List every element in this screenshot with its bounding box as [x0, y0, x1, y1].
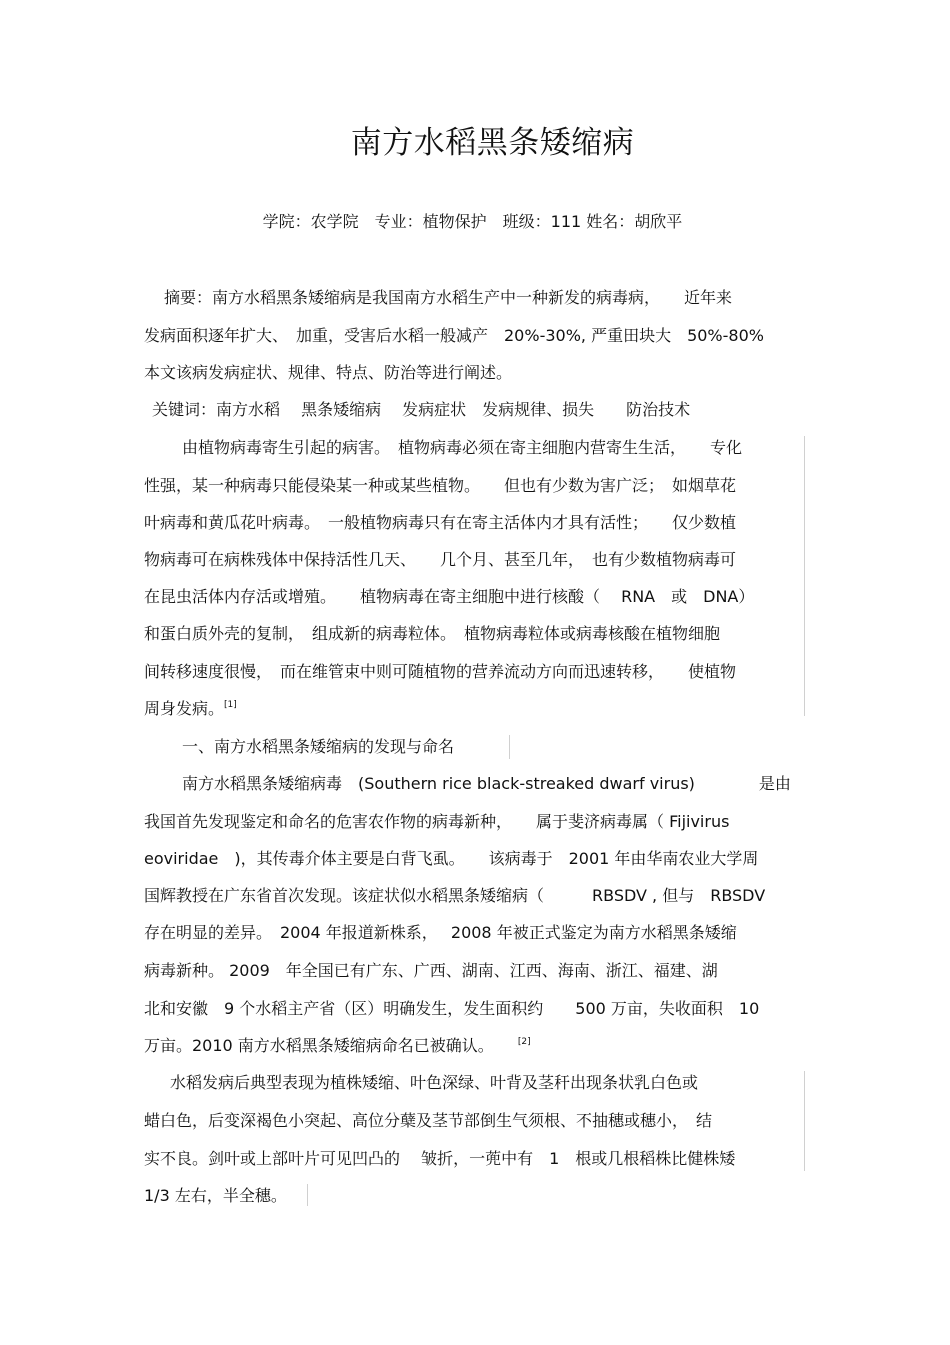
scan-rule — [307, 1184, 308, 1206]
intro-line: 间转移速度很慢， 而在维管束中则可随植物的营养流动方向而迅速转移， 使植物 — [144, 662, 737, 681]
section-heading: 一、南方水稻黑条矮缩病的发现与命名 — [182, 737, 455, 756]
intro-line-last — [144, 697, 237, 721]
section1-line: 北和安徽 9 个水稻主产省（区）明确发生，发生面积约 500 万亩，失收面积 10 — [144, 999, 760, 1018]
intro-line: 物病毒可在病株残体中保持活性几天、 几个月、甚至几年， 也有少数植物病毒可 — [144, 550, 737, 569]
author-line: 学院：农学院 专业：植物保护 班级：111 姓名：胡欣平 — [262, 212, 683, 231]
abstract-line: 本文该病发病症状、规律、特点、防治等进行阐述。 — [144, 363, 513, 382]
section1-line: 国辉教授在广东省首次发现。该症状似水稻黑条矮缩病（ RBSDV , 但与 RBSDV — [144, 886, 766, 905]
section1-line: 我国首先发现鉴定和命名的危害农作物的病毒新种， 属于斐济病毒属（ Fijivirus — [144, 812, 730, 831]
section1-line: 存在明显的差异。 2004 年报道新株系， 2008 年被正式鉴定为南方水稻黑条矮缩 — [144, 923, 737, 942]
scan-rule — [804, 1071, 805, 1171]
keywords-line: 关键词：南方水稻 黑条矮缩病 发病症状 发病规律、损失 防治技术 — [152, 400, 691, 419]
citation-ref: [2] — [517, 1037, 531, 1047]
intro-line: 和蛋白质外壳的复制， 组成新的病毒粒体。 植物病毒粒体或病毒核酸在植物细胞 — [144, 624, 721, 643]
abstract-line: 摘要：南方水稻黑条矮缩病是我国南方水稻生产中一种新发的病毒病， 近年来 — [164, 288, 733, 307]
section1-line: 病毒新种。 2009 年全国已有广东、广西、湖南、江西、海南、浙江、福建、湖 — [144, 961, 718, 980]
abstract-line: 发病面积逐年扩大、 加重，受害后水稻一般减产 20%-30%, 严重田块大 50%-80% — [144, 326, 764, 345]
section1-line: 南方水稻黑条矮缩病毒 (Southern rice black-streaked dwarf virus) 是由 — [182, 774, 791, 793]
document-title: 南方水稻黑条矮缩病 — [350, 125, 635, 161]
intro-line: 叶病毒和黄瓜花叶病毒。 一般植物病毒只有在寄主活体内才具有活性； 仅少数植 — [144, 513, 737, 532]
intro-line: 由植物病毒寄生引起的病害。 植物病毒必须在寄主细胞内营寄生生活， 专化 — [182, 438, 743, 457]
section1-text: 万亩。2010 南方水稻黑条矮缩病命名已被确认。 — [144, 1036, 486, 1055]
section1-line: eoviridae )，其传毒介体主要是白背飞虱。 该病毒于 2001 年由华南农业大学周 — [144, 849, 759, 868]
symptoms-line: 水稻发病后典型表现为植株矮缩、叶色深绿、叶背及茎秆出现条状乳白色或 — [170, 1073, 699, 1092]
citation-ref: [1] — [224, 700, 237, 710]
scan-rule — [804, 436, 805, 716]
symptoms-line: 蜡白色，后变深褐色小突起、高位分蘖及茎节部倒生气须根、不抽穗或穗小， 结 — [144, 1111, 713, 1130]
section1-line-last — [144, 1034, 531, 1058]
scan-rule — [509, 735, 510, 759]
symptoms-line: 1/3 左右，半全穗。 — [144, 1186, 287, 1205]
symptoms-line: 实不良。剑叶或上部叶片可见凹凸的 皱折，一蔸中有 1 根或几根稻株比健株矮 — [144, 1149, 736, 1168]
intro-line: 在昆虫活体内存活或增殖。 植物病毒在寄主细胞中进行核酸（ RNA 或 DNA） — [144, 587, 755, 606]
intro-line: 性强，某一种病毒只能侵染某一种或某些植物。 但也有少数为害广泛； 如烟草花 — [144, 476, 737, 495]
intro-text: 周身发病。 — [144, 699, 225, 718]
